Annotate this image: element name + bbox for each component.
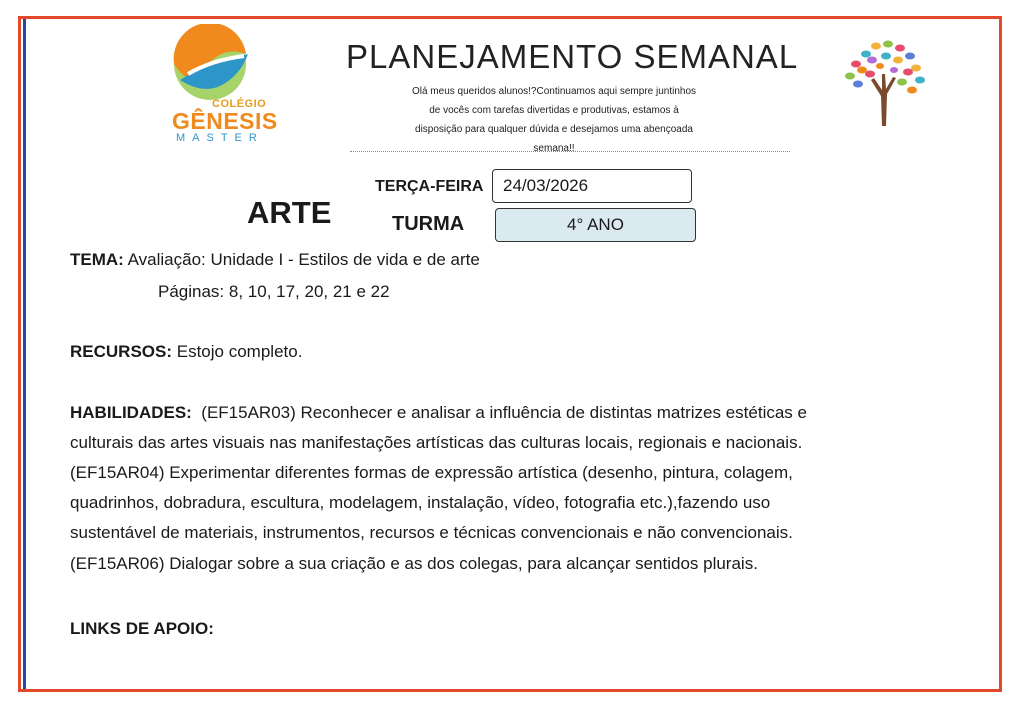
habilidades-label: HABILIDADES: (70, 403, 192, 422)
paginas-line: Páginas: 8, 10, 17, 20, 21 e 22 (158, 282, 390, 301)
page-title: PLANEJAMENTO SEMANAL (346, 38, 799, 75)
tema-line (70, 250, 480, 270)
logo-master-text: MASTER (176, 132, 264, 144)
tema-label: TEMA: (70, 250, 124, 269)
habilidades-line-1 (70, 403, 807, 423)
greeting-line: de vocês com tarefas divertidas e produtivas, estamos à (429, 105, 679, 116)
colorful-tree-icon (836, 34, 932, 130)
habilidades-text: quadrinhos, dobradura, escultura, modelagem, instalação, vídeo, fotografia etc.),fazendo uso (70, 493, 771, 512)
greeting-text (384, 82, 724, 158)
greeting-line: Olá meus queridos alunos!?Continuamos aqui sempre juntinhos (411, 86, 697, 97)
habilidades-text: (EF15AR06) Dialogar sobre a sua criação e as dos colegas, para alcançar sentidos plurais. (70, 554, 758, 573)
tema-text: Avaliação: Unidade I - Estilos de vida e de arte (127, 250, 480, 269)
class-field: 4° ANO (495, 208, 696, 242)
date-field: 24/03/2026 (492, 169, 692, 203)
habilidades-text: sustentável de materiais, instrumentos, recursos e técnicas convencionais e não convencionais. (70, 523, 793, 542)
habilidades-text: (EF15AR04) Experimentar diferentes formas de expressão artística (desenho, pintura, colagem, (70, 463, 793, 482)
recursos-text: Estojo completo. (176, 342, 303, 361)
logo-genesis-text: GÊNESIS (172, 108, 278, 134)
logo-colegio-text: COLÉGIO (212, 98, 267, 110)
greeting-line: semana!! (533, 143, 575, 154)
class-label: TURMA (392, 213, 465, 235)
habilidades-text: culturais das artes visuais nas manifestações artísticas das culturas locais, regionais e nacionais. (70, 433, 803, 452)
dotted-divider (350, 151, 790, 152)
greeting-line: disposição para qualquer dúvida e desejamos uma abençoada (415, 124, 693, 135)
recursos-line (70, 342, 302, 362)
links-label: LINKS DE APOIO: (70, 619, 214, 638)
left-blue-border (23, 19, 26, 689)
habilidades-text: (EF15AR03) Reconhecer e analisar a influência de distintas matrizes estéticas e (201, 403, 807, 422)
subject-title: ARTE (247, 195, 332, 230)
day-label: TERÇA-FEIRA (375, 178, 484, 195)
recursos-label: RECURSOS: (70, 342, 173, 361)
